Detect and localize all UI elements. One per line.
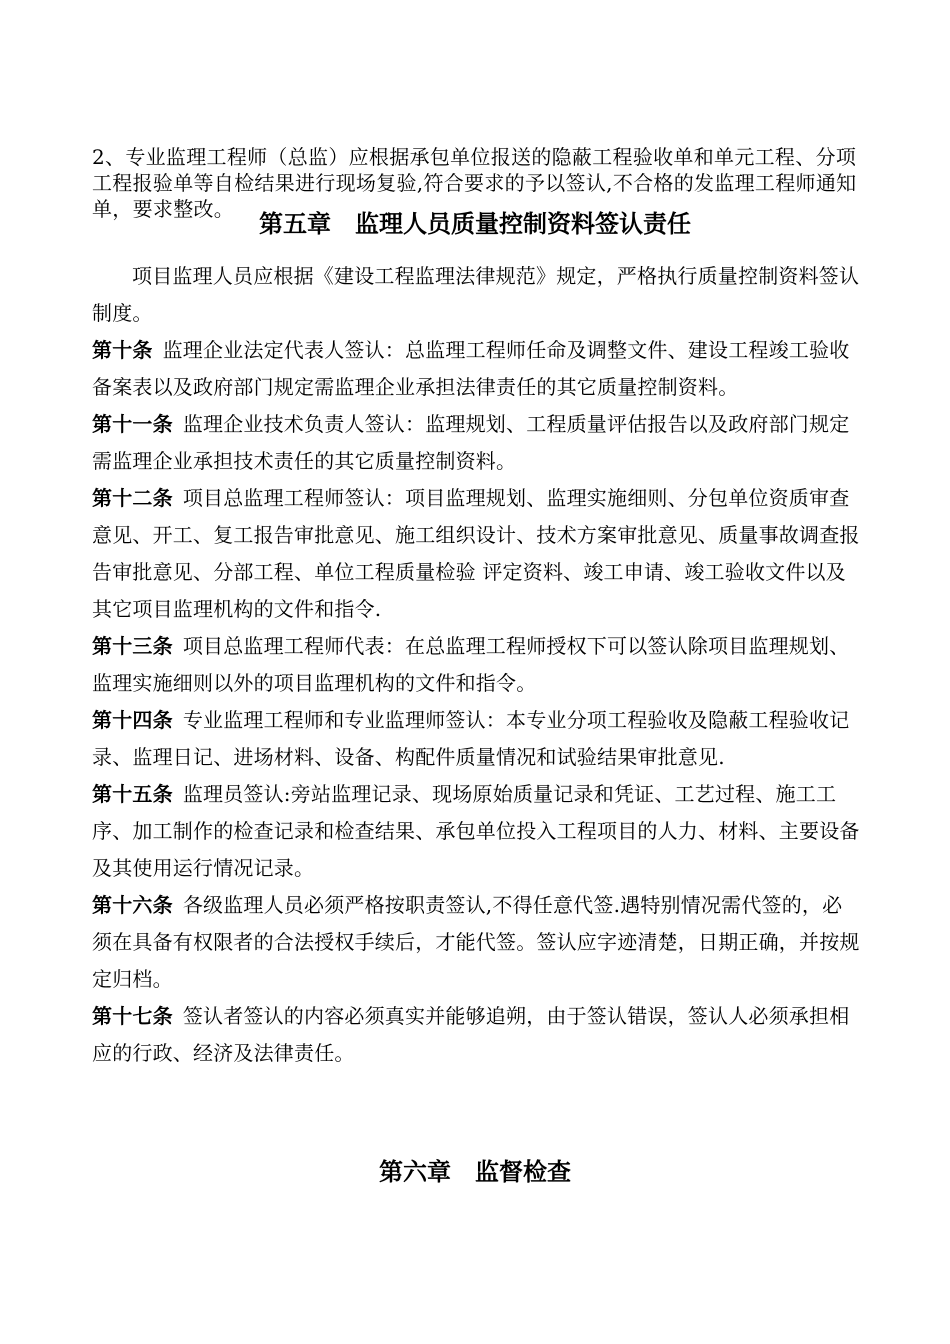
article-text: 监理企业法定代表人签认：总监理工程师任命及调整文件、建设工程竣工验收备案表以及政府部门规定需监理企业承担法律责任的其它质量控制资料。 (92, 338, 850, 399)
article-text: 项目总监理工程师签认：项目监理规划、监理实施细则、分包单位资质审查意见、开工、复工报告审批意见、施工组织设计、技术方案审批意见、质量事故调查报告审批意见、分部工程、单位工程质量检验 评定资料、竣工申请、竣工验收文件以及其它项目监理机构的文件和指令. (92, 486, 860, 621)
chapter5-lead: 项目监理人员应根据《建设工程监理法律规范》规定，严格执行质量控制资料签认制度。 (92, 264, 860, 325)
article-number: 第十二条 (92, 486, 173, 510)
article (92, 887, 862, 998)
chapter6-title: 第六章 监督检查 (379, 1157, 571, 1186)
article (92, 776, 862, 887)
article-text: 各级监理人员必须严格按职责签认,不得任意代签.遇特别情况需代签的，必须在具备有权限者的合法授权手续后，才能代签。签认应字迹清楚，日期正确，并按规定归档。 (92, 893, 860, 991)
article-number: 第十一条 (92, 412, 173, 436)
article (92, 702, 862, 776)
chapter5-title: 第五章 监理人员质量控制资料签认责任 (259, 209, 691, 238)
article (92, 332, 862, 406)
article (92, 628, 862, 702)
article-text: 监理员签认:旁站监理记录、现场原始质量记录和凭证、工艺过程、施工工序、加工制作的检查记录和检查结果、承包单位投入工程项目的人力、材料、主要设备及其使用运行情况记录。 (92, 782, 860, 880)
article-text: 专业监理工程师和专业监理师签认：本专业分项工程验收及隐蔽工程验收记录、监理日记、进场材料、设备、构配件质量情况和试验结果审批意见. (92, 708, 850, 769)
article-number: 第十三条 (92, 634, 173, 658)
article-number: 第十七条 (92, 1004, 173, 1028)
intro-paragraph: 2、专业监理工程师（总监）应根据承包单位报送的隐蔽工程验收单和单元工程、分项工程报验单等自检结果进行现场复验,符合要求的予以签认,不合格的发监理工程师通知单，要求整改。 (92, 145, 857, 221)
article-text: 项目总监理工程师代表：在总监理工程师授权下可以签认除项目监理规划、监理实施细则以外的项目监理机构的文件和指令。 (92, 634, 850, 695)
article (92, 406, 862, 480)
article-number: 第十五条 (92, 782, 173, 806)
article-number: 第十四条 (92, 708, 173, 732)
article-number: 第十六条 (92, 893, 173, 917)
chapter5-body (92, 258, 862, 1072)
article-text: 签认者签认的内容必须真实并能够追朔，由于签认错误，签认人必须承担相应的行政、经济及法律责任。 (92, 1004, 850, 1065)
article (92, 998, 862, 1072)
article-text: 监理企业技术负责人签认：监理规划、工程质量评估报告以及政府部门规定需监理企业承担技术责任的其它质量控制资料。 (92, 412, 850, 473)
article-number: 第十条 (92, 338, 153, 362)
article (92, 480, 862, 628)
